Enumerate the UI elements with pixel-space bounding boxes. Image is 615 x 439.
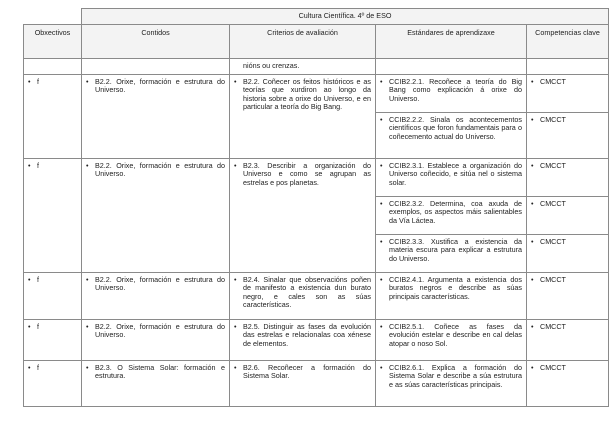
standard-cell: • CCIB2.2.1. Recoñece a teoría do Big Bang como explicación á orixe do Universo. [380, 78, 522, 104]
criterion-cell: • B2.5. Distinguir as fases da evolución das estrelas e relacionalas coa xénese de elementos. [234, 323, 371, 349]
table-row [24, 272, 609, 319]
competence-cell: • CMCCT [531, 162, 604, 171]
competence-cell: • CMCCT [531, 238, 604, 247]
objective-cell: • f [28, 364, 77, 373]
header-standards: Estándares de aprendizaxe [376, 24, 527, 58]
competence-cell: • CMCCT [531, 364, 604, 373]
competence-cell: • CMCCT [531, 323, 604, 332]
header-competences: Competencias clave [527, 24, 609, 58]
standard-cell: • CCIB2.3.1. Establece a organización do Universo coñecido, e sitúa nel o sistema solar. [380, 162, 522, 188]
table-row-continuation [24, 58, 609, 74]
table-row [24, 360, 609, 406]
curriculum-table-container [23, 8, 609, 407]
standard-cell: • CCIB2.3.2. Determina, coa axuda de exemplos, os aspectos máis salientables da Vía Láctea. [380, 200, 522, 226]
table-row [24, 158, 609, 196]
standard-cell: • CCIB2.4.1. Argumenta a existencia dos buratos negros e describe as súas principais características. [380, 276, 522, 302]
objective-cell: • f [28, 162, 77, 171]
standard-cell: • CCIB2.2.2. Sinala os acontecementos científicos que foron fundamentais para o coñecemento actual do Universo. [380, 116, 522, 142]
criterion-cell: • B2.3. Describir a organización do Universo e como se agrupan as estrelas e pos planetas. [234, 162, 371, 188]
content-cell: • B2.2. Orixe, formación e estrutura do Universo. [86, 323, 225, 340]
standard-cell: • CCIB2.6.1. Explica a formación do Sistema Solar e describe a súa estrutura e as súas características principais. [380, 364, 522, 390]
standard-cell: • CCIB2.3.3. Xustifica a existencia da materia escura para explicar a estrutura do Universo. [380, 238, 522, 264]
competence-cell: • CMCCT [531, 200, 604, 209]
criterion-cell: • B2.2. Coñecer os feitos históricos e as teorías que xurdiron ao longo da historia sobre a orixe do Universo, e en particular a teoría do Big Bang. [234, 78, 371, 112]
criterion-cell: • B2.4. Sinalar que observacións poñen de manifesto a existencia dun burato negro, e cales son as súas características. [234, 276, 371, 310]
objective-cell: • f [28, 276, 77, 285]
content-cell: • B2.2. Orixe, formación e estrutura do Universo. [86, 162, 225, 179]
criterion-cell: • B2.6. Recoñecer a formación do Sistema Solar. [234, 364, 371, 381]
competence-cell: • CMCCT [531, 276, 604, 285]
competence-cell: • CMCCT [531, 78, 604, 87]
objective-cell: • f [28, 323, 77, 332]
table-title: Cultura Científica. 4º de ESO [82, 9, 609, 25]
competence-cell: • CMCCT [531, 116, 604, 125]
criterion-continuation: nións ou crenzas. [243, 60, 300, 70]
header-objectives: Obxectivos [24, 24, 82, 58]
content-cell: • B2.2. Orixe, formación e estrutura do Universo. [86, 78, 225, 95]
curriculum-table [23, 8, 609, 407]
content-cell: • B2.2. Orixe, formación e estrutura do Universo. [86, 276, 225, 293]
header-contents: Contidos [82, 24, 230, 58]
header-criteria: Criterios de avaliación [230, 24, 376, 58]
table-row [24, 319, 609, 360]
table-row [24, 74, 609, 112]
standard-cell: • CCIB2.5.1. Coñece as fases da evolución estelar e describe en cal delas atopar o noso Sol. [380, 323, 522, 349]
objective-cell: • f [28, 78, 77, 87]
content-cell: • B2.3. O Sistema Solar: formación e estrutura. [86, 364, 225, 381]
